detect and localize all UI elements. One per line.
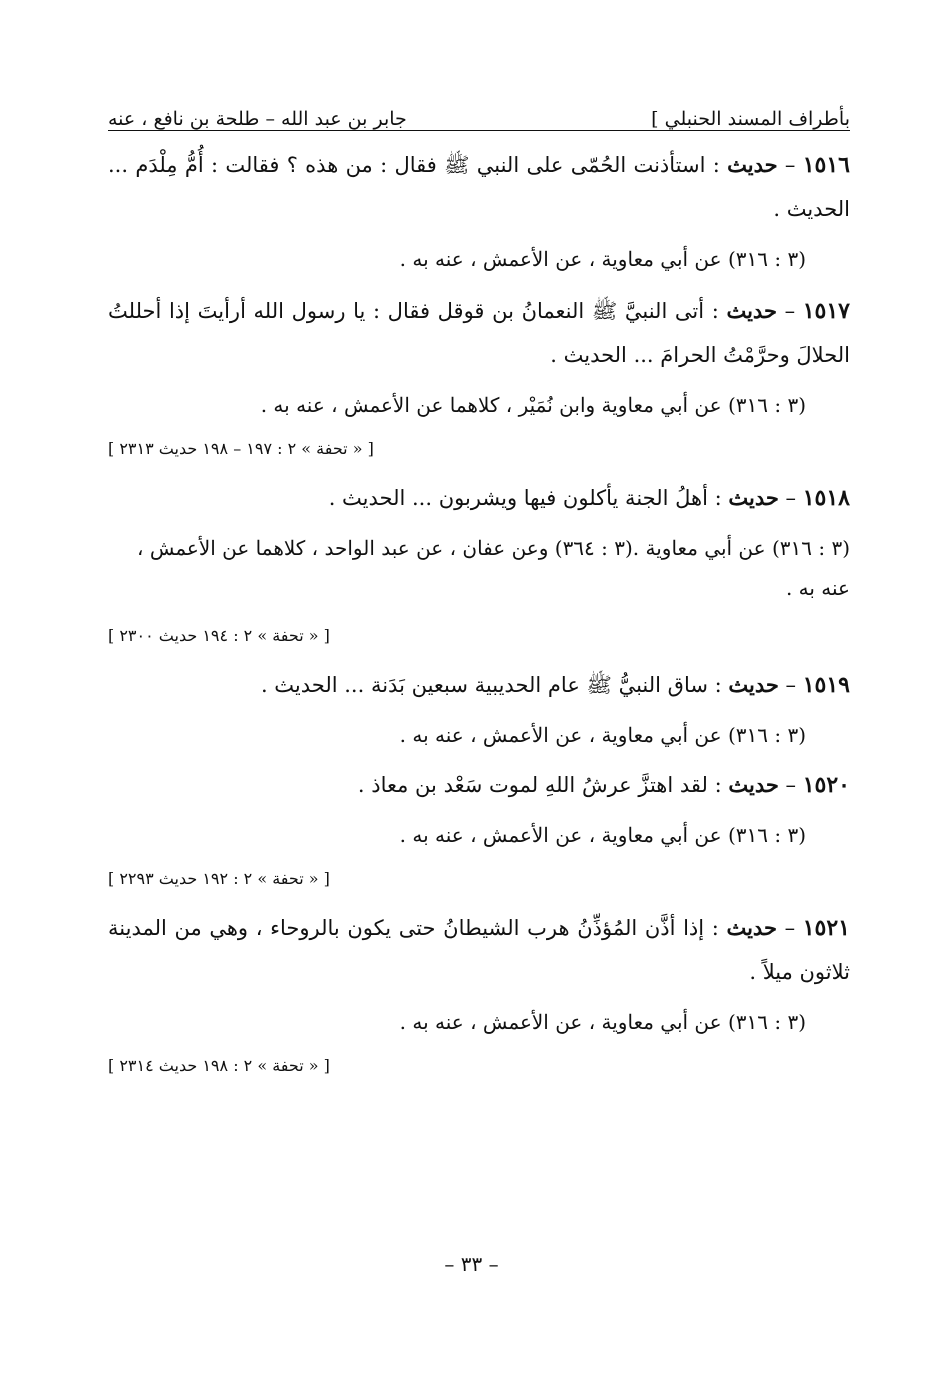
hadith-body: : أهلُ الجنة يأكلون فيها ويشربون ... الحديث .: [328, 486, 722, 510]
hadith-body: : إذا أذَّن المُؤذِّنُ هرب الشيطانُ حتى يكون بالروحاء ، وهي من المدينة ثلاثون ميلاً .: [108, 916, 850, 984]
hadith-text: [108, 906, 850, 994]
hadith-source: (٣ : ٣١٦) عن أبي معاوية ، عن الأعمش ، عنه به .: [399, 723, 806, 747]
page-body: [108, 143, 850, 1093]
tuhfa-reference: [108, 869, 850, 888]
hadith-number: ١٥١٨: [802, 485, 850, 511]
hadith-text: [108, 663, 850, 707]
dash: –: [785, 773, 797, 797]
hadith-entry: [108, 906, 850, 1075]
hadith-keyword: حديث: [728, 485, 779, 510]
tuhfa-reference: [108, 626, 850, 645]
hadith-number: ١٥١٩: [802, 672, 850, 698]
hadith-text: [108, 763, 850, 807]
hadith-entry: [108, 476, 850, 645]
tuhfa-text: [ « تحفة » ٢ : ١٩٤ حديث ٢٣٠٠ ]: [108, 626, 330, 645]
hadith-text: [108, 476, 850, 520]
hadith-keyword: حديث: [726, 298, 777, 323]
tuhfa-text: [ « تحفة » ٢ : ١٩٢ حديث ٢٢٩٣ ]: [108, 869, 330, 888]
hadith-source: (٣ : ٣١٦) عن أبي معاوية ، عن الأعمش ، عنه به .: [399, 1010, 806, 1034]
tuhfa-reference: [108, 1056, 850, 1075]
hadith-entry: [108, 143, 850, 279]
hadith-number: ١٥٢١: [802, 915, 850, 941]
dash: –: [784, 299, 796, 323]
dash: –: [785, 673, 797, 697]
hadith-text: [108, 289, 850, 377]
hadith-keyword: حديث: [728, 772, 779, 797]
hadith-entry: [108, 663, 850, 755]
hadith-source: (٣ : ٣١٦) عن أبي معاوية وابن نُمَيْر ، كلاهما عن الأعمش ، عنه به .: [260, 393, 806, 417]
hadith-body: : استأذنت الحُمّى على النبي ﷺ فقال : من هذه ؟ فقالت : أُمُّ مِلْدَم ... الحديث .: [108, 153, 850, 221]
section-title: جابر بن عبد الله – طلحة بن نافع ، عنه: [108, 108, 407, 130]
tuhfa-text: [ « تحفة » ٢ : ١٩٨ حديث ٢٣١٤ ]: [108, 1056, 330, 1075]
hadith-number: ١٥٢٠: [802, 772, 850, 798]
tuhfa-reference: [108, 439, 850, 458]
page-number: – ٣٣ –: [444, 1252, 499, 1276]
dash: –: [784, 916, 796, 940]
hadith-source: (٣ : ٣١٦) عن أبي معاوية .(٣ : ٣٦٤) وعن عفان ، عن عبد الواحد ، كلاهما عن الأعمش ، عنه به .: [137, 536, 850, 600]
dash: –: [785, 486, 797, 510]
hadith-keyword: حديث: [728, 672, 779, 697]
dash: –: [784, 153, 796, 177]
hadith-source: (٣ : ٣١٦) عن أبي معاوية ، عن الأعمش ، عنه به .: [399, 247, 806, 271]
book-title: بأطراف المسند الحنبلي ]: [651, 108, 850, 130]
hadith-body: : أتى النبيَّ ﷺ النعمانُ بن قوقل فقال : يا رسول الله أرأيتَ إذا أحللتُ الحلالَ وحرَّمْتُ الحرامَ ... الحديث .: [108, 299, 850, 367]
hadith-text: [108, 143, 850, 231]
hadith-number: ١٥١٧: [802, 298, 850, 324]
running-header: [108, 96, 850, 131]
tuhfa-text: [ « تحفة » ٢ : ١٩٧ – ١٩٨ حديث ٢٣١٣ ]: [108, 439, 374, 458]
hadith-entry: [108, 763, 850, 888]
hadith-entry: [108, 289, 850, 458]
hadith-keyword: حديث: [726, 915, 777, 940]
hadith-body: : لقد اهتزَّ عرشُ اللهِ لموت سَعْد بن معاذ .: [357, 773, 722, 797]
hadith-number: ١٥١٦: [802, 152, 850, 178]
hadith-body: : ساق النبيُّ ﷺ عام الحديبية سبعين بَدَنة ... الحديث .: [260, 673, 722, 697]
hadith-keyword: حديث: [727, 152, 778, 177]
hadith-source: (٣ : ٣١٦) عن أبي معاوية ، عن الأعمش ، عنه به .: [399, 823, 806, 847]
